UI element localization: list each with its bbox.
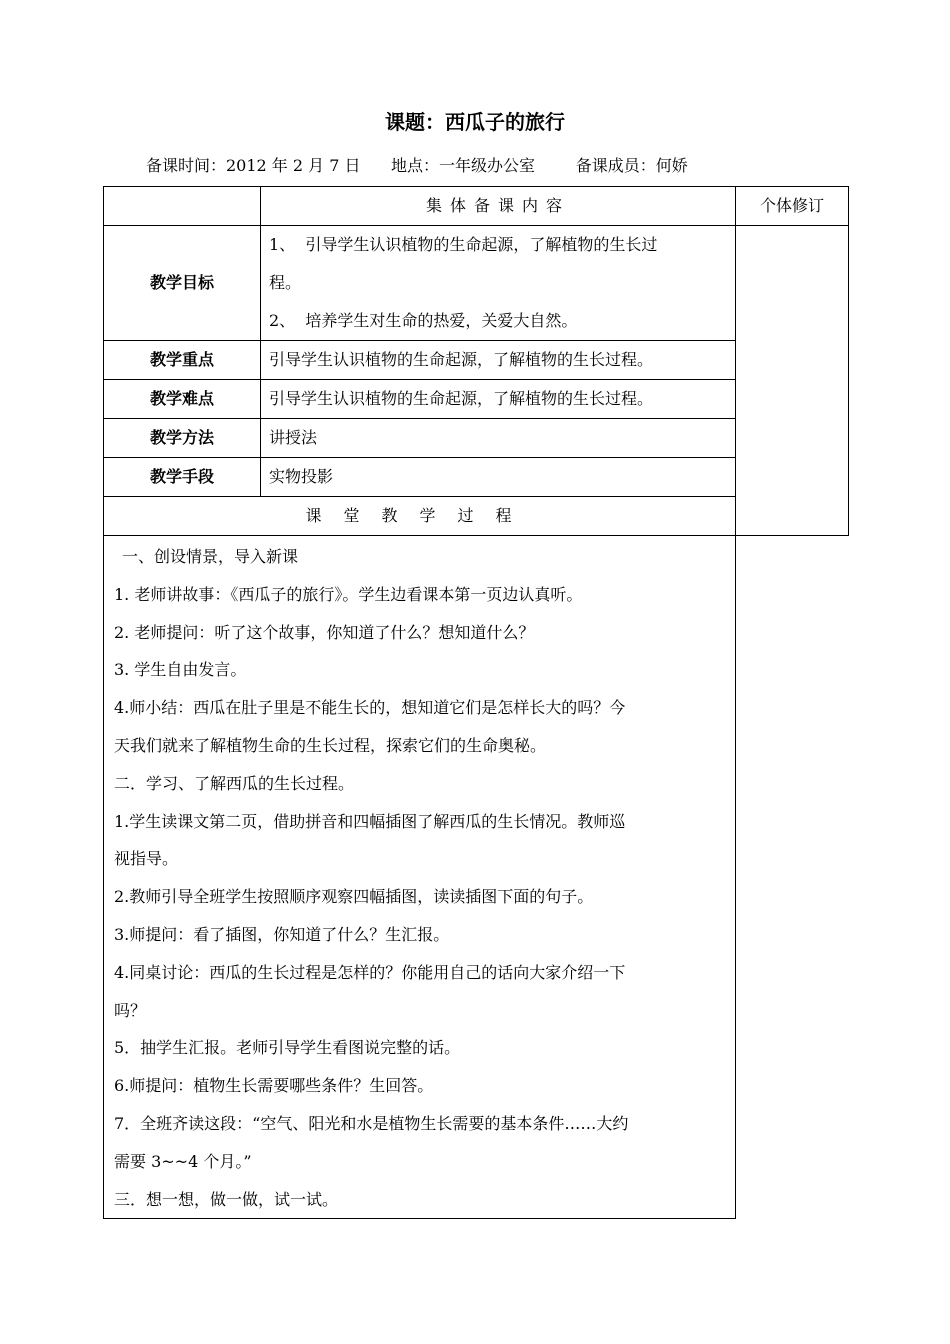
goals-content bbox=[261, 226, 736, 341]
revision-column bbox=[736, 226, 849, 536]
header-content: 集体备课内容 bbox=[261, 187, 736, 226]
process-line: 2.教师引导全班学生按照顺序观察四幅插图，读读插图下面的句子。 bbox=[114, 887, 594, 907]
row-goals bbox=[104, 226, 849, 341]
process-line: 吗？ bbox=[114, 1000, 147, 1020]
row-label: 教学难点 bbox=[104, 380, 261, 419]
process-line: 3.师提问：看了插图，你知道了什么？生汇报。 bbox=[114, 924, 450, 944]
empty-header-cell bbox=[104, 187, 261, 226]
process-line: 3. 学生自由发言。 bbox=[114, 660, 247, 680]
process-line: 5．抽学生汇报。老师引导学生看图说完整的话。 bbox=[114, 1038, 461, 1058]
row-label: 教学方法 bbox=[104, 419, 261, 458]
process-line: 4.师小结：西瓜在肚子里是不能生长的，想知道它们是怎样长大的吗？今 bbox=[114, 698, 626, 718]
process-line: 2. 老师提问：听了这个故事，你知道了什么？想知道什么？ bbox=[114, 622, 535, 642]
goal-line: 1、 引导学生认识植物的生命起源，了解植物的生长过 bbox=[269, 235, 658, 254]
process-line: 二．学习、了解西瓜的生长过程。 bbox=[114, 773, 355, 793]
process-line: 一、创设情景，导入新课 bbox=[122, 547, 299, 566]
process-line: 1. 老师讲故事：《西瓜子的旅行》。学生边看课本第一页边认真听。 bbox=[114, 584, 583, 604]
header-revision: 个体修订 bbox=[736, 187, 849, 226]
row-label: 教学目标 bbox=[104, 226, 261, 341]
process-line: 1.学生读课文第二页，借助拼音和四幅插图了解西瓜的生长情况。教师巡 bbox=[114, 811, 626, 831]
row-label: 教学手段 bbox=[104, 458, 261, 497]
process-line: 4.同桌讨论：西瓜的生长过程是怎样的？你能用自己的话向大家介绍一下 bbox=[114, 962, 626, 982]
table-header-row bbox=[104, 187, 849, 226]
row-label: 教学重点 bbox=[104, 341, 261, 380]
process-row bbox=[104, 536, 849, 1219]
row-text: 引导学生认识植物的生命起源，了解植物的生长过程。 bbox=[261, 341, 736, 380]
process-line: 三．想一想，做一做，试一试。 bbox=[114, 1189, 339, 1209]
process-line: 天我们就来了解植物生命的生长过程，探索它们的生命奥秘。 bbox=[114, 735, 547, 755]
goal-line: 2、 培养学生对生命的热爱，关爱大自然。 bbox=[269, 311, 578, 330]
lesson-meta bbox=[146, 153, 688, 176]
goal-line: 程。 bbox=[269, 273, 302, 292]
page-title: 课题：西瓜子的旅行 bbox=[385, 110, 565, 134]
row-text: 实物投影 bbox=[261, 458, 736, 497]
process-line: 6.师提问：植物生长需要哪些条件？生回答。 bbox=[114, 1076, 434, 1096]
meta-place: 地点：一年级办公室 bbox=[391, 156, 536, 175]
lesson-plan-table bbox=[103, 186, 849, 1219]
row-text: 引导学生认识植物的生命起源，了解植物的生长过程。 bbox=[261, 380, 736, 419]
meta-members: 备课成员：何娇 bbox=[575, 156, 688, 175]
row-text: 讲授法 bbox=[261, 419, 736, 458]
meta-time: 备课时间：2012 年 2 月 7 日 bbox=[146, 156, 361, 175]
process-line: 视指导。 bbox=[114, 849, 179, 869]
process-line: 7．全班齐读这段：“空气、阳光和水是植物生长需要的基本条件……大约 bbox=[114, 1113, 629, 1133]
process-content bbox=[104, 536, 736, 1219]
process-line: 需要 3~~4 个月。” bbox=[114, 1151, 252, 1171]
process-header: 课堂教学过程 bbox=[104, 497, 736, 536]
